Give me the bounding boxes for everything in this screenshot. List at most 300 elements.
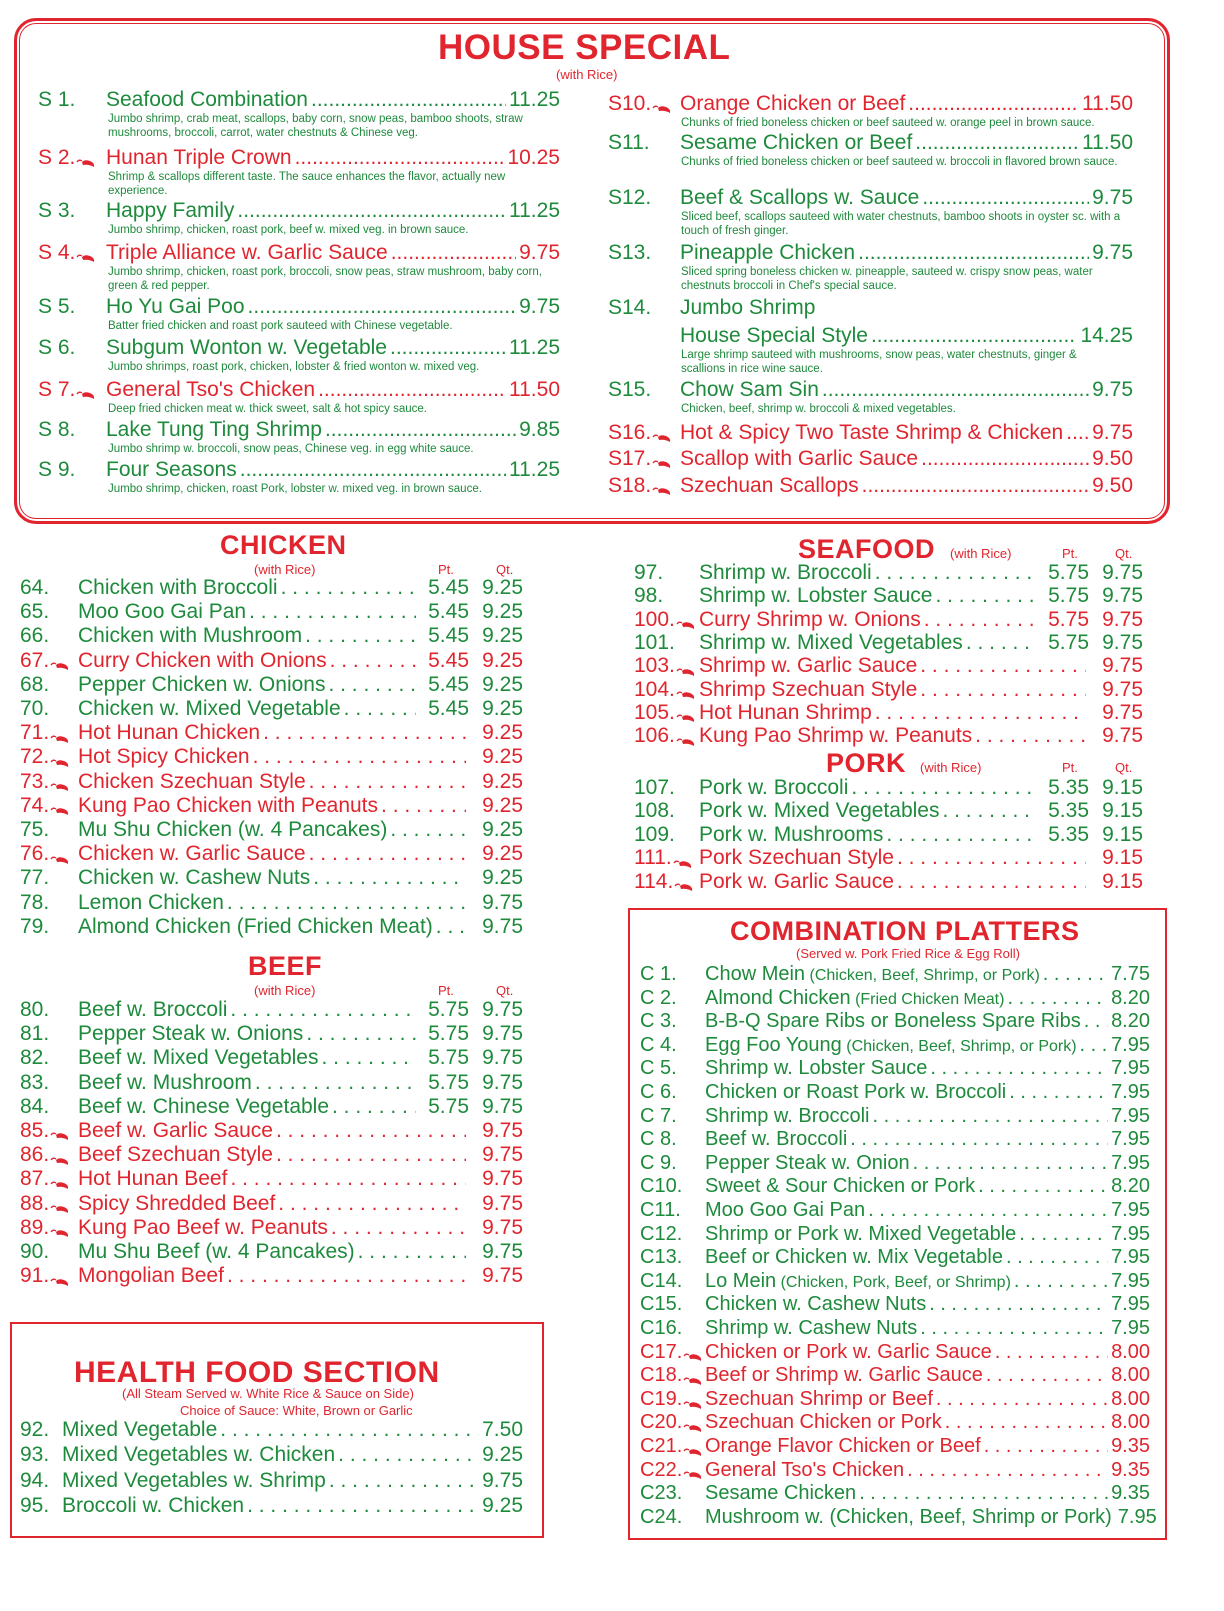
item-name: Pork w. Broccoli (699, 776, 849, 799)
item-number: C10. (640, 1175, 683, 1198)
dot-leader (945, 1410, 1108, 1434)
price-quart: 9.25 (482, 672, 523, 696)
item-number: S14. (608, 296, 652, 319)
item-name: Mushroom w. (Chicken, Beef, Shrimp or Pork) (705, 1505, 1112, 1528)
item-number: 87. (20, 1167, 78, 1191)
item-name: Lemon Chicken (78, 890, 224, 914)
item-number: 76. (20, 842, 78, 866)
menu-item (20, 649, 523, 673)
item-price: 8.20 (1111, 1175, 1150, 1198)
item-number: 101. (634, 630, 675, 654)
dot-leader (329, 1469, 479, 1493)
item-name: Mu Shu Beef (w. 4 Pancakes) (78, 1240, 355, 1263)
item-number: 84. (20, 1094, 50, 1118)
item-name: Chicken w. Garlic Sauce (78, 842, 306, 866)
item-name: Almond Chicken (Fried Chicken Meat) (705, 986, 1005, 1009)
price-quart: 9.25 (482, 793, 523, 817)
price-quart: 9.25 (482, 624, 523, 648)
dot-leader (281, 576, 416, 600)
dot-leader (850, 1127, 1108, 1151)
item-number: 98. (634, 584, 664, 608)
item-price: 9.75 (519, 241, 560, 264)
item-number: 82. (20, 1046, 50, 1070)
dot-leader (859, 1481, 1108, 1505)
dot-leader (1007, 986, 1108, 1010)
item-name: Sesame Chicken (705, 1482, 857, 1505)
item-number: 77. (20, 866, 50, 890)
item-price: 8.20 (1111, 986, 1150, 1009)
item-price: 7.75 (1111, 963, 1150, 985)
item-number: 107. (634, 776, 675, 799)
chili-pepper-icon (683, 1417, 703, 1429)
health-subtitle: (All Steam Served w. White Rice & Sauce on Side) (122, 1386, 414, 1401)
menu-item (20, 1469, 523, 1493)
item-name: Beef Szechuan Style (78, 1143, 273, 1167)
chili-pepper-icon (50, 655, 70, 667)
menu-item (640, 1269, 1150, 1295)
item-price: 14.25 (1080, 324, 1133, 347)
item-number: C 7. (640, 1104, 677, 1127)
item-number: 79. (20, 914, 50, 938)
item-number: S10. (608, 92, 680, 116)
dot-leader (311, 88, 506, 112)
house-special-title: HOUSE SPECIAL (438, 28, 731, 67)
health-subtitle-sauce: Choice of Sauce: White, Brown or Garlic (180, 1403, 413, 1418)
item-price: 7.95 (1111, 1317, 1150, 1339)
item-name: Subgum Wonton w. Vegetable (106, 336, 387, 359)
item-number: C17. (640, 1340, 705, 1364)
dot-leader (858, 241, 1089, 265)
dot-leader (391, 241, 516, 265)
menu-item-continued (608, 324, 1133, 348)
item-name: Moo Goo Gai Pan (78, 600, 247, 624)
item-price: 7.95 (1111, 1246, 1150, 1269)
menu-item (634, 608, 1143, 632)
dot-leader (247, 1494, 479, 1518)
menu-item (20, 891, 523, 915)
item-price: 9.75 (1092, 421, 1133, 444)
item-price: 9.35 (1111, 1482, 1150, 1505)
item-name: Ho Yu Gai Poo (106, 295, 245, 318)
item-note: (Chicken, Pork, Beef, or Shrimp) (776, 1273, 1011, 1291)
item-number: S 2. (38, 146, 106, 170)
item-number: 70. (20, 697, 50, 720)
menu-item (640, 1340, 1150, 1364)
item-price: 8.00 (1111, 1340, 1150, 1363)
price-quart: 9.25 (482, 600, 523, 624)
item-price: 9.25 (482, 1493, 523, 1517)
price-quart: 9.75 (482, 1143, 523, 1167)
dot-leader (1014, 1269, 1108, 1293)
menu-item (640, 1127, 1150, 1151)
pork-subtitle: (with Rice) (920, 760, 982, 775)
seafood-pt-header: Pt. (1062, 546, 1078, 561)
chili-pepper-icon (652, 480, 672, 492)
item-name: Mu Shu Chicken (w. 4 Pancakes) (78, 818, 388, 841)
dot-leader (851, 776, 1036, 800)
item-number: 67. (20, 649, 78, 673)
item-description: Deep fried chicken meat w. thick sweet, salt & hot spicy sauce. (108, 403, 427, 415)
item-number: 78. (20, 890, 50, 914)
dot-leader (921, 447, 1089, 471)
chili-pepper-icon (683, 1394, 703, 1406)
price-pint: 5.75 (1048, 630, 1089, 654)
chili-pepper-icon (673, 853, 693, 865)
menu-item (634, 870, 1143, 894)
price-quart: 9.75 (482, 1191, 523, 1215)
chicken-subtitle: (with Rice) (254, 562, 316, 577)
dot-leader (220, 1418, 479, 1442)
item-name: Chow Mein (Chicken, Beef, Shrimp, or Pork) (705, 963, 1040, 985)
item-name: Chicken Szechuan Style (78, 769, 306, 793)
dot-leader (995, 1340, 1108, 1364)
dot-leader (942, 799, 1036, 823)
price-pint: 5.45 (428, 672, 469, 696)
chili-pepper-icon (50, 1174, 70, 1186)
item-name: Kung Pao Chicken with Peanuts (78, 793, 379, 817)
item-name: Mixed Vegetable (62, 1418, 218, 1441)
menu-item (20, 794, 523, 818)
beef-subtitle: (with Rice) (254, 983, 316, 998)
health-title: HEALTH FOOD SECTION (74, 1356, 440, 1389)
menu-item (20, 1443, 523, 1467)
item-price: 9.75 (1092, 186, 1133, 209)
item-number: C13. (640, 1246, 683, 1269)
chili-pepper-icon (50, 1125, 70, 1137)
item-name: Szechuan Chicken or Pork (705, 1411, 942, 1434)
item-description: Sliced spring boneless chicken w. pineapple, sauteed w. crispy snow peas, water chestnuts broccoli in Chef's special sauce. (681, 266, 1093, 292)
chicken-pt-header: Pt. (438, 562, 454, 577)
item-price: 8.00 (1111, 1411, 1150, 1434)
price-pint: 5.45 (428, 600, 469, 624)
item-number: 65. (20, 600, 50, 624)
item-price: 11.25 (509, 88, 560, 111)
chili-pepper-icon (76, 384, 96, 396)
menu-item (608, 131, 1133, 155)
price-quart: 9.15 (1102, 799, 1143, 823)
price-quart: 9.75 (482, 1167, 523, 1191)
item-name: Chicken with Broccoli (78, 576, 278, 599)
chili-pepper-icon (50, 776, 70, 788)
item-price: 9.85 (519, 418, 560, 441)
item-number: 105. (634, 701, 699, 725)
dot-leader (322, 1046, 417, 1070)
dot-leader (240, 458, 506, 482)
item-name: Beef w. Mixed Vegetables (78, 1046, 319, 1070)
beef-pt-header: Pt. (438, 983, 454, 998)
item-number: C11. (640, 1199, 681, 1221)
item-name: Pepper Steak w. Onions (78, 1022, 304, 1046)
item-name: Beef or Shrimp w. Garlic Sauce (705, 1364, 983, 1387)
item-price: 7.95 (1111, 1128, 1150, 1151)
price-pint: 5.75 (1048, 607, 1089, 631)
dot-leader (915, 131, 1079, 155)
menu-item (20, 745, 523, 769)
dot-leader (1009, 1080, 1108, 1104)
item-number: 88. (20, 1192, 78, 1216)
dot-leader (328, 673, 416, 697)
menu-item (20, 1095, 523, 1119)
price-quart: 9.75 (1102, 584, 1143, 608)
dot-leader (875, 561, 1036, 585)
item-description: Large shrimp sauteed with mushrooms, snow peas, water chestnuts, ginger & scallions in rice wine sauce. (681, 349, 1077, 375)
pork-qt-header: Qt. (1115, 760, 1133, 775)
menu-item (640, 1174, 1150, 1198)
item-name: Pork Szechuan Style (699, 846, 894, 870)
menu-item (20, 697, 523, 721)
item-number: C 1. (640, 963, 677, 985)
dot-leader (230, 1167, 466, 1191)
item-name: Seafood Combination (106, 88, 308, 111)
item-number: 68. (20, 672, 50, 696)
item-number: 92. (20, 1418, 50, 1441)
chili-pepper-icon (676, 707, 696, 719)
menu-item (640, 1481, 1150, 1505)
item-name: Spicy Shredded Beef (78, 1191, 276, 1215)
dot-leader (309, 770, 466, 794)
item-name: Chicken w. Cashew Nuts (705, 1293, 927, 1316)
dot-leader (1043, 962, 1108, 986)
beef-qt-header: Qt. (496, 983, 514, 998)
item-name: Chicken w. Cashew Nuts (78, 866, 311, 890)
dot-leader (230, 998, 416, 1022)
dot-leader (390, 336, 506, 360)
item-number: 95. (20, 1493, 50, 1517)
item-description: Jumbo shrimp, crab meat, scallops, baby corn, snow peas, bamboo shoots, straw mushrooms, broccoli, carrot, water chestnuts & Chinese veg. (108, 113, 523, 139)
item-name: Lo Mein (Chicken, Pork, Beef, or Shrimp) (705, 1269, 1011, 1292)
item-price: 7.95 (1111, 1151, 1150, 1174)
menu-item (640, 1009, 1150, 1033)
item-name: Beef w. Garlic Sauce (78, 1119, 273, 1142)
dot-leader (936, 1387, 1108, 1411)
menu-item (608, 378, 1133, 402)
menu-item (608, 421, 1133, 445)
item-name: Curry Shrimp w. Onions (699, 607, 921, 631)
dot-leader (920, 1316, 1108, 1340)
price-quart: 9.25 (482, 648, 523, 672)
menu-item (20, 1264, 523, 1288)
item-name: Chow Sam Sin (680, 378, 819, 401)
pork-title: PORK (826, 748, 907, 778)
dot-leader (908, 92, 1079, 116)
price-quart: 9.15 (1102, 869, 1143, 893)
dot-leader (309, 842, 466, 866)
item-number: C15. (640, 1293, 683, 1316)
item-name: Hot Hunan Shrimp (699, 700, 872, 724)
price-quart: 9.75 (482, 1264, 523, 1288)
dot-leader (935, 584, 1036, 608)
menu-item (608, 186, 1133, 210)
item-name: Sweet & Sour Chicken or Pork (705, 1175, 976, 1198)
item-name: Chicken or Roast Pork w. Broccoli (705, 1081, 1007, 1103)
item-number: S16. (608, 421, 680, 445)
menu-item (38, 88, 560, 112)
price-quart: 9.75 (1102, 607, 1143, 631)
price-quart: 9.15 (1102, 822, 1143, 846)
item-name: House Special Style (680, 324, 868, 347)
dot-leader (1006, 1245, 1108, 1269)
item-number: S 4. (38, 241, 106, 265)
item-number: S 1. (38, 88, 76, 111)
menu-item (640, 1363, 1150, 1387)
menu-item (640, 1033, 1150, 1059)
item-name: Shrimp w. Broccoli (705, 1104, 870, 1127)
dot-leader (975, 724, 1086, 748)
item-price: 8.20 (1111, 1010, 1150, 1033)
item-description: Batter fried chicken and roast pork sauteed with Chinese vegetable. (108, 320, 453, 332)
item-price: 11.25 (509, 336, 560, 359)
menu-item (634, 823, 1143, 847)
chili-pepper-icon (683, 1441, 703, 1453)
dot-leader (248, 295, 517, 319)
item-number: 90. (20, 1240, 50, 1263)
item-name: Happy Family (106, 199, 235, 222)
menu-item (634, 654, 1143, 678)
item-price: 9.35 (1111, 1458, 1150, 1481)
item-description: Jumbo shrimp, chicken, roast pork, beef w. mixed veg. in brown sauce. (108, 224, 469, 236)
item-number: 83. (20, 1070, 50, 1094)
menu-item (20, 673, 523, 697)
menu-item (20, 915, 523, 939)
dot-leader (436, 915, 466, 939)
item-price: 9.75 (519, 295, 560, 318)
dot-leader (924, 608, 1036, 632)
dot-leader (978, 1174, 1108, 1198)
item-name: Shrimp w. Broccoli (699, 561, 872, 584)
item-number: 103. (634, 654, 699, 678)
dot-leader (276, 1143, 466, 1167)
item-name: General Tso's Chicken (106, 378, 316, 401)
item-price: 7.50 (482, 1418, 523, 1441)
dot-leader (338, 1443, 479, 1467)
chili-pepper-icon (683, 1346, 703, 1358)
menu-item (634, 724, 1143, 748)
menu-item (634, 631, 1143, 655)
item-name: Triple Alliance w. Garlic Sauce (106, 241, 388, 264)
item-name: Shrimp w. Garlic Sauce (699, 654, 918, 678)
menu-item (20, 866, 523, 890)
price-quart: 9.25 (482, 818, 523, 841)
chili-pepper-icon (50, 1222, 70, 1234)
item-name: Beef w. Mushroom (78, 1070, 252, 1094)
item-number: C23. (640, 1482, 683, 1505)
item-number: S18. (608, 474, 680, 498)
chili-pepper-icon (76, 152, 96, 164)
dot-leader (381, 794, 466, 818)
item-number: 75. (20, 818, 50, 841)
chili-pepper-icon (50, 849, 70, 861)
item-number: C24. (640, 1505, 683, 1528)
item-name: Pepper Steak w. Onion (705, 1151, 910, 1174)
dot-leader (237, 199, 506, 223)
item-price: 7.95 (1111, 1033, 1150, 1056)
item-price: 7.95 (1111, 1199, 1150, 1221)
menu-item (20, 721, 523, 745)
item-number: S 8. (38, 418, 76, 441)
menu-item (38, 295, 560, 319)
item-price: 11.50 (509, 378, 560, 401)
item-number: S13. (608, 241, 652, 264)
item-name: Pork w. Mixed Vegetables (699, 799, 940, 823)
dot-leader (253, 745, 466, 769)
menu-item (634, 701, 1143, 725)
item-price: 11.50 (1082, 92, 1133, 115)
dot-leader (868, 1198, 1108, 1222)
item-name: Pork w. Mushrooms (699, 822, 884, 846)
item-name: Chicken with Mushroom (78, 624, 303, 648)
chili-pepper-icon (683, 1370, 703, 1382)
menu-item (20, 1167, 523, 1191)
item-number: C18. (640, 1363, 705, 1387)
menu-item (640, 1198, 1150, 1222)
dot-leader (897, 846, 1086, 870)
price-quart: 9.25 (482, 745, 523, 769)
item-price: 7.95 (1111, 1293, 1150, 1316)
item-name: Pineapple Chicken (680, 241, 856, 264)
menu-item (640, 962, 1150, 988)
item-name: Lake Tung Ting Shrimp (106, 418, 322, 441)
menu-item (20, 770, 523, 794)
chili-pepper-icon (76, 247, 96, 259)
dot-leader (255, 1071, 416, 1095)
combo-title: COMBINATION PLATTERS (730, 916, 1080, 946)
dot-leader (295, 146, 505, 170)
price-quart: 9.15 (1102, 846, 1143, 870)
item-number: C19. (640, 1387, 705, 1411)
price-quart: 9.75 (482, 1240, 523, 1263)
menu-item (20, 1071, 523, 1095)
price-quart: 9.75 (482, 1070, 523, 1094)
chili-pepper-icon (50, 1150, 70, 1162)
item-number: 81. (20, 1022, 50, 1046)
item-name: Mixed Vegetables w. Shrimp (62, 1468, 326, 1492)
item-description: Chunks of fried boneless chicken or beef sauteed w. broccoli in flavored brown sauce. (681, 156, 1118, 168)
menu-item (640, 986, 1150, 1012)
price-pint: 5.35 (1048, 799, 1089, 823)
dot-leader (984, 1434, 1108, 1458)
price-quart: 9.25 (482, 866, 523, 890)
item-price: 10.25 (507, 146, 560, 169)
price-quart: 9.75 (482, 998, 523, 1021)
price-quart: 9.75 (1102, 561, 1143, 584)
menu-item (20, 600, 523, 624)
item-number: 74. (20, 794, 78, 818)
item-name: Kung Pao Shrimp w. Peanuts (699, 724, 973, 748)
item-price: 9.35 (1111, 1435, 1150, 1457)
menu-item (608, 447, 1133, 471)
item-price: 11.25 (509, 458, 560, 481)
item-name: Beef & Scallops w. Sauce (680, 186, 920, 209)
item-name: Szechuan Shrimp or Beef (705, 1387, 933, 1410)
price-quart: 9.75 (482, 1022, 523, 1046)
item-name: Moo Goo Gai Pan (705, 1199, 866, 1221)
menu-item (634, 846, 1143, 870)
item-name: Hot & Spicy Two Taste Shrimp & Chicken (680, 421, 1064, 444)
chili-pepper-icon (674, 876, 694, 888)
item-number: S17. (608, 447, 680, 471)
item-description: Chicken, beef, shrimp w. broccoli & mixed vegetables. (681, 403, 956, 415)
dot-leader (390, 818, 466, 842)
price-quart: 9.25 (482, 576, 523, 599)
dot-leader (331, 1216, 466, 1240)
item-name: Beef w. Chinese Vegetable (78, 1094, 330, 1118)
dot-leader (1084, 1009, 1108, 1033)
item-description: Jumbo shrimp, chicken, roast Pork, lobster w. mixed veg. in brown sauce. (108, 483, 482, 495)
chili-pepper-icon (652, 453, 672, 465)
item-name: General Tso's Chicken (705, 1458, 905, 1481)
item-name: Four Seasons (106, 458, 237, 481)
dot-leader (930, 1056, 1108, 1080)
